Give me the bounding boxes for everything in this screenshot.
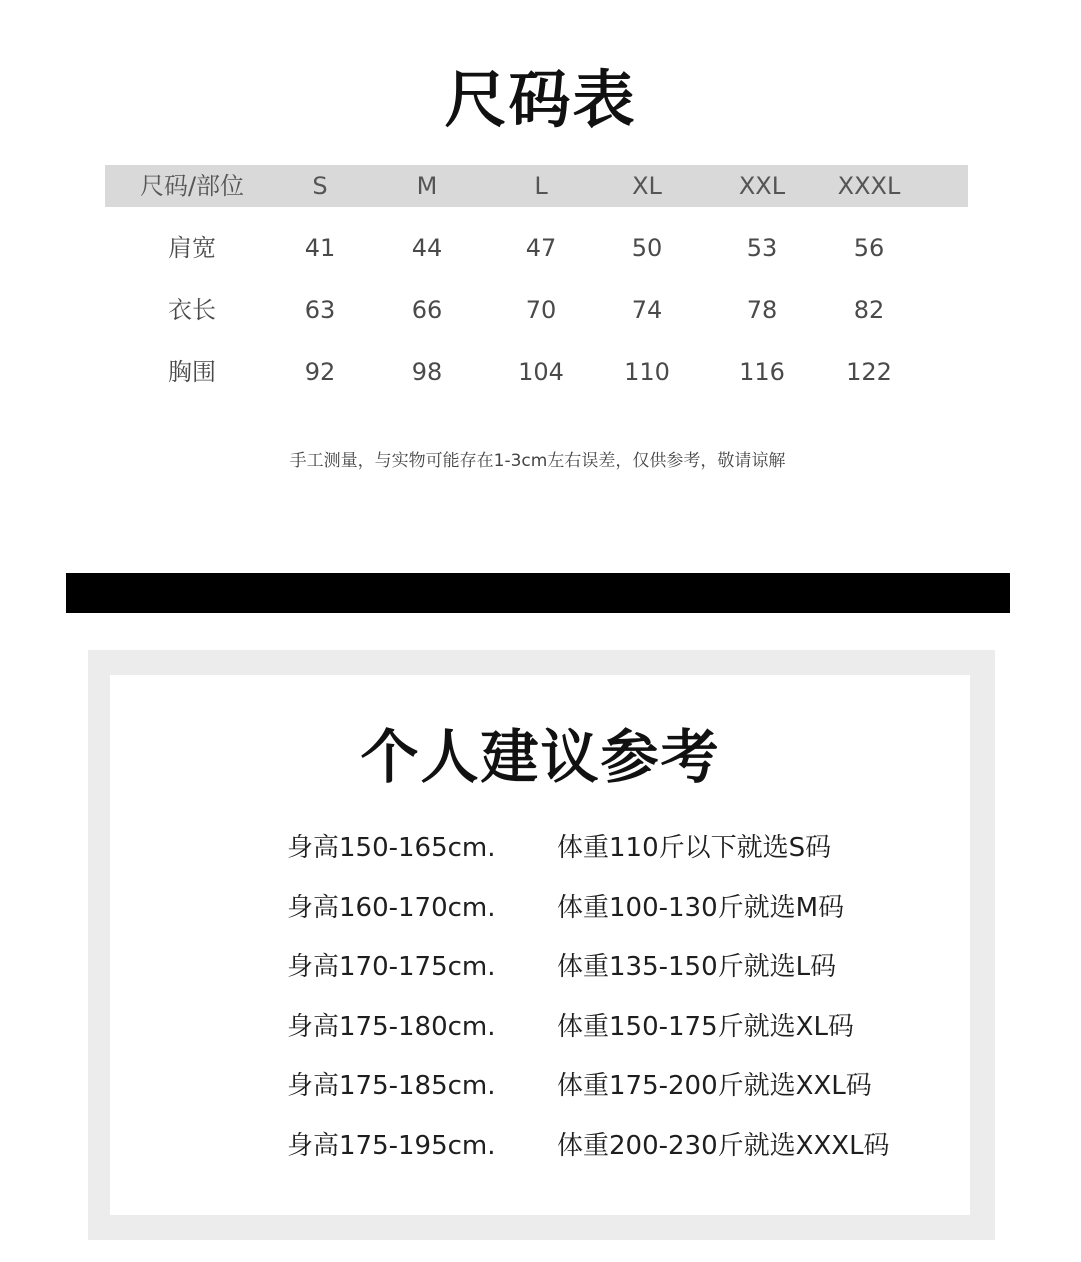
- height-range: 身高170-175cm.: [287, 952, 496, 982]
- weight-recommendation: 体重110斤以下就选S码: [557, 833, 832, 863]
- measurement-cell: 110: [624, 358, 670, 386]
- measurement-cell: 104: [518, 358, 564, 386]
- size-table: [105, 165, 968, 403]
- header-cell-size: L: [534, 172, 548, 200]
- measurement-cell: 82: [853, 296, 885, 324]
- recommendation-title: 个人建议参考: [360, 723, 721, 791]
- weight-recommendation: 体重200-230斤就选XXXL码: [557, 1131, 890, 1161]
- size-row-chest: [105, 341, 968, 403]
- row-spacer: [919, 279, 968, 341]
- header-cell-size: XL: [632, 172, 662, 200]
- weight-recommendation: 体重135-150斤就选L码: [557, 952, 837, 982]
- measurement-cell: 122: [846, 358, 892, 386]
- row-label: 衣长: [168, 296, 216, 324]
- weight-recommendation: 体重175-200斤就选XXL码: [557, 1071, 872, 1101]
- weight-recommendation: 体重100-130斤就选M码: [557, 893, 845, 923]
- header-cell-size: XXL: [738, 172, 786, 200]
- measurement-cell: 50: [631, 234, 663, 262]
- row-label: 肩宽: [168, 234, 216, 262]
- measurement-cell: 92: [304, 358, 336, 386]
- size-chart-title: 尺码表: [444, 63, 637, 136]
- height-range: 身高160-170cm.: [287, 893, 496, 923]
- row-spacer: [919, 217, 968, 279]
- height-range: 身高175-185cm.: [287, 1071, 496, 1101]
- weight-recommendation: 体重150-175斤就选XL码: [557, 1012, 854, 1042]
- header-cell-label: 尺码/部位: [139, 172, 245, 200]
- height-range: 身高175-180cm.: [287, 1012, 496, 1042]
- measurement-cell: 74: [631, 296, 663, 324]
- measurement-cell: 116: [739, 358, 785, 386]
- measurement-cell: 63: [304, 296, 336, 324]
- measurement-cell: 44: [411, 234, 443, 262]
- header-cell-size: S: [312, 172, 328, 200]
- header-cell-size: XXXL: [837, 172, 901, 200]
- height-range: 身高150-165cm.: [287, 833, 496, 863]
- measurement-note: 手工测量，与实物可能存在1-3cm左右误差，仅供参考，敬请谅解: [289, 451, 786, 471]
- divider-bar: [66, 573, 1010, 613]
- measurement-cell: 66: [411, 296, 443, 324]
- measurement-cell: 98: [411, 358, 443, 386]
- measurement-cell: 41: [304, 234, 336, 262]
- height-range: 身高175-195cm.: [287, 1131, 496, 1161]
- size-row-length: [105, 279, 968, 341]
- size-table-header: [105, 165, 968, 207]
- measurement-cell: 56: [853, 234, 885, 262]
- measurement-cell: 53: [746, 234, 778, 262]
- row-label: 胸围: [168, 358, 216, 386]
- measurement-cell: 78: [746, 296, 778, 324]
- row-spacer: [919, 341, 968, 403]
- header-spacer: [919, 165, 968, 207]
- header-cell-size: M: [416, 172, 438, 200]
- measurement-cell: 47: [525, 234, 557, 262]
- measurement-cell: 70: [525, 296, 557, 324]
- size-row-shoulder-width: [105, 217, 968, 279]
